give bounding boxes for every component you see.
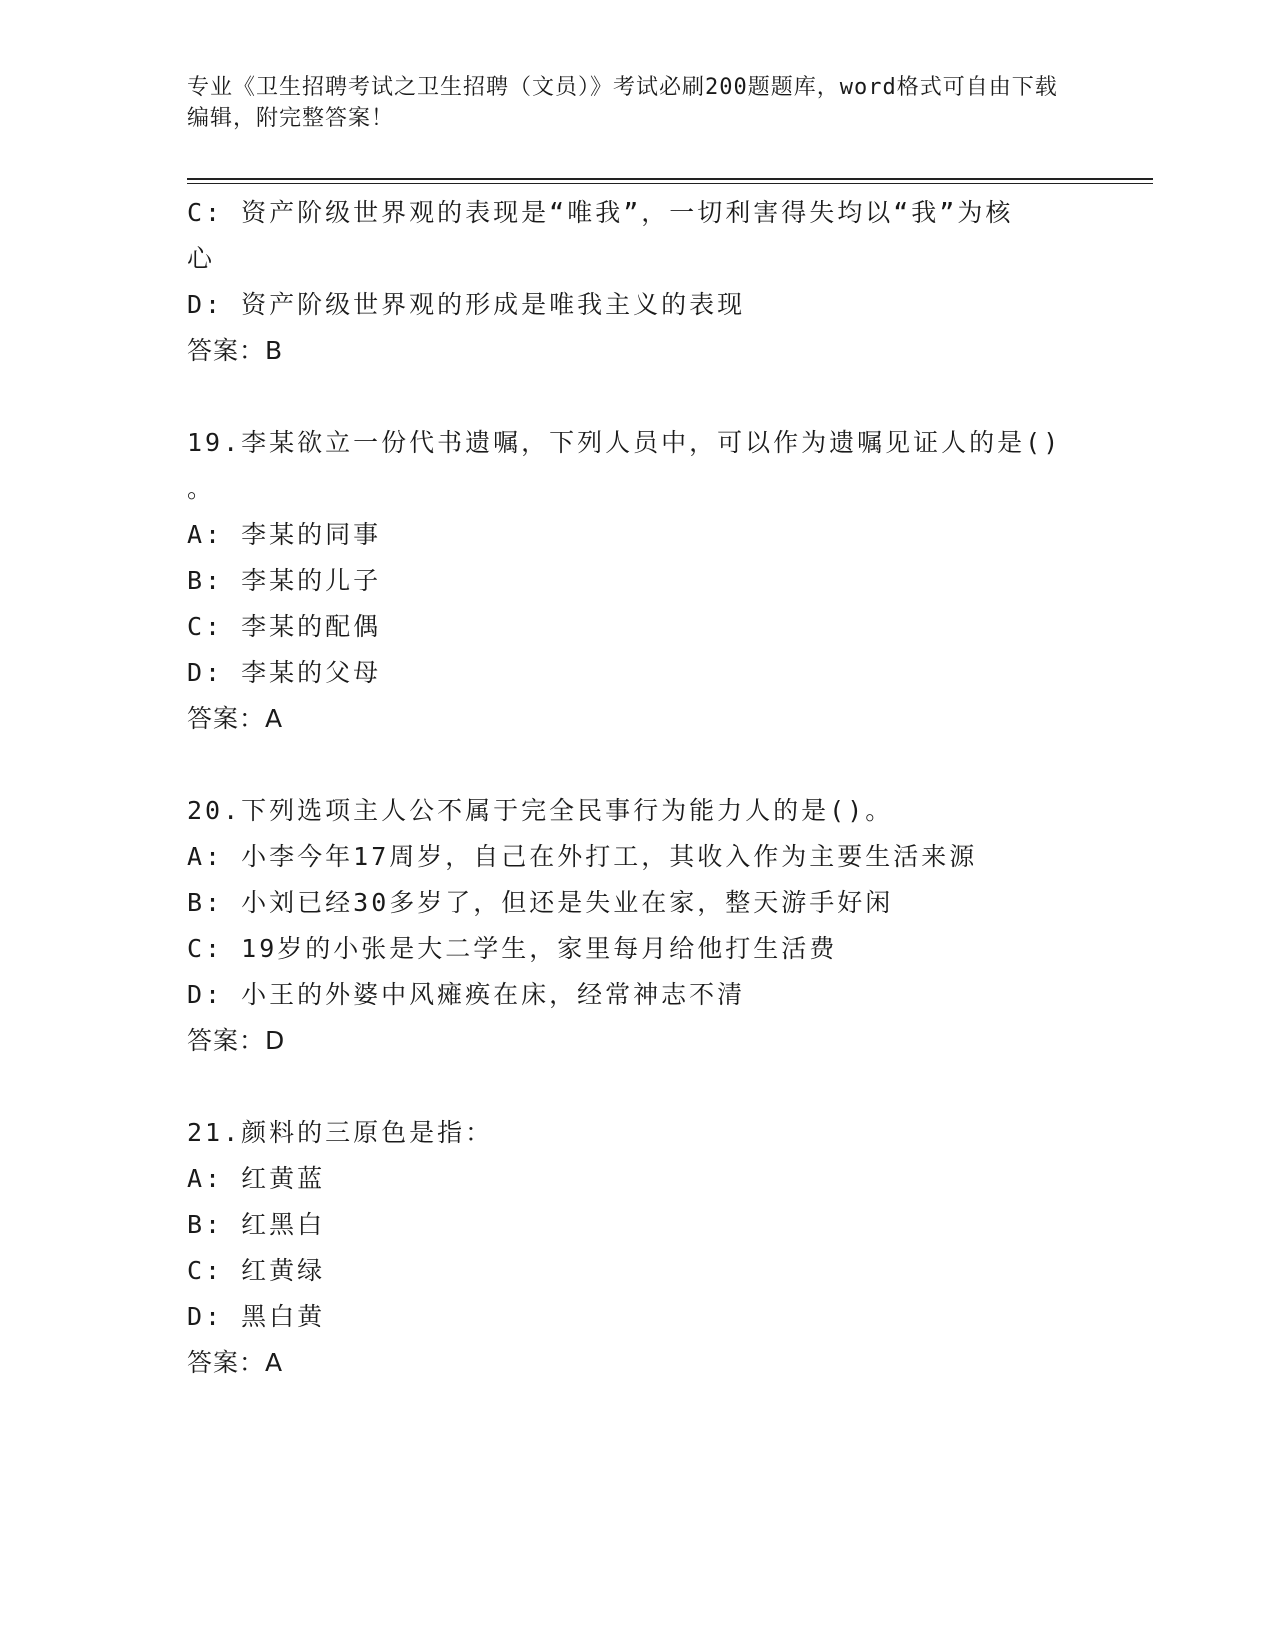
question-stem: 19.李某欲立一份代书遗嘱，下列人员中，可以作为遗嘱见证人的是() (187, 428, 1062, 457)
answer: 答案：B (187, 336, 284, 365)
option-b: B: 小刘已经30多岁了，但还是失业在家，整天游手好闲 (187, 888, 894, 917)
option-d: D: 黑白黄 (187, 1302, 326, 1331)
option-c: C: 李某的配偶 (187, 612, 382, 641)
question-stem-continued: 。 (187, 474, 216, 503)
spacer (187, 374, 1087, 420)
option-a: A: 红黄蓝 (187, 1164, 326, 1193)
option-c-continued: 心 (187, 244, 216, 273)
option-b: B: 李某的儿子 (187, 566, 382, 595)
option-d: D: 资产阶级世界观的形成是唯我主义的表现 (187, 290, 746, 319)
answer: 答案：D (187, 1026, 286, 1055)
option-a: A: 小李今年17周岁，自己在外打工，其收入作为主要生活来源 (187, 842, 978, 871)
question-20 (187, 788, 1087, 1064)
question-stem: 20.下列选项主人公不属于完全民事行为能力人的是()。 (187, 796, 894, 825)
document-body (187, 190, 1087, 1386)
question-stem: 21.颜料的三原色是指： (187, 1118, 494, 1147)
spacer (187, 742, 1087, 788)
answer: 答案：A (187, 704, 284, 733)
header-divider-thin (187, 183, 1153, 184)
document-header: 专业《卫生招聘考试之卫生招聘（文员）》考试必刷200题题库，word格式可自由下载编辑，附完整答案！ (187, 75, 1058, 131)
option-b: B: 红黑白 (187, 1210, 326, 1239)
question-18-continuation (187, 190, 1087, 374)
option-d: D: 小王的外婆中风瘫痪在床，经常神志不清 (187, 980, 746, 1009)
header-divider-thick (187, 178, 1153, 180)
option-c: C: 19岁的小张是大二学生，家里每月给他打生活费 (187, 934, 838, 963)
answer: 答案：A (187, 1348, 284, 1377)
option-a: A: 李某的同事 (187, 520, 382, 549)
spacer (187, 1064, 1087, 1110)
option-c: C: 资产阶级世界观的表现是“唯我”，一切利害得失均以“我”为核 (187, 198, 1014, 227)
option-d: D: 李某的父母 (187, 658, 382, 687)
option-c: C: 红黄绿 (187, 1256, 326, 1285)
question-21 (187, 1110, 1087, 1386)
question-19 (187, 420, 1087, 742)
